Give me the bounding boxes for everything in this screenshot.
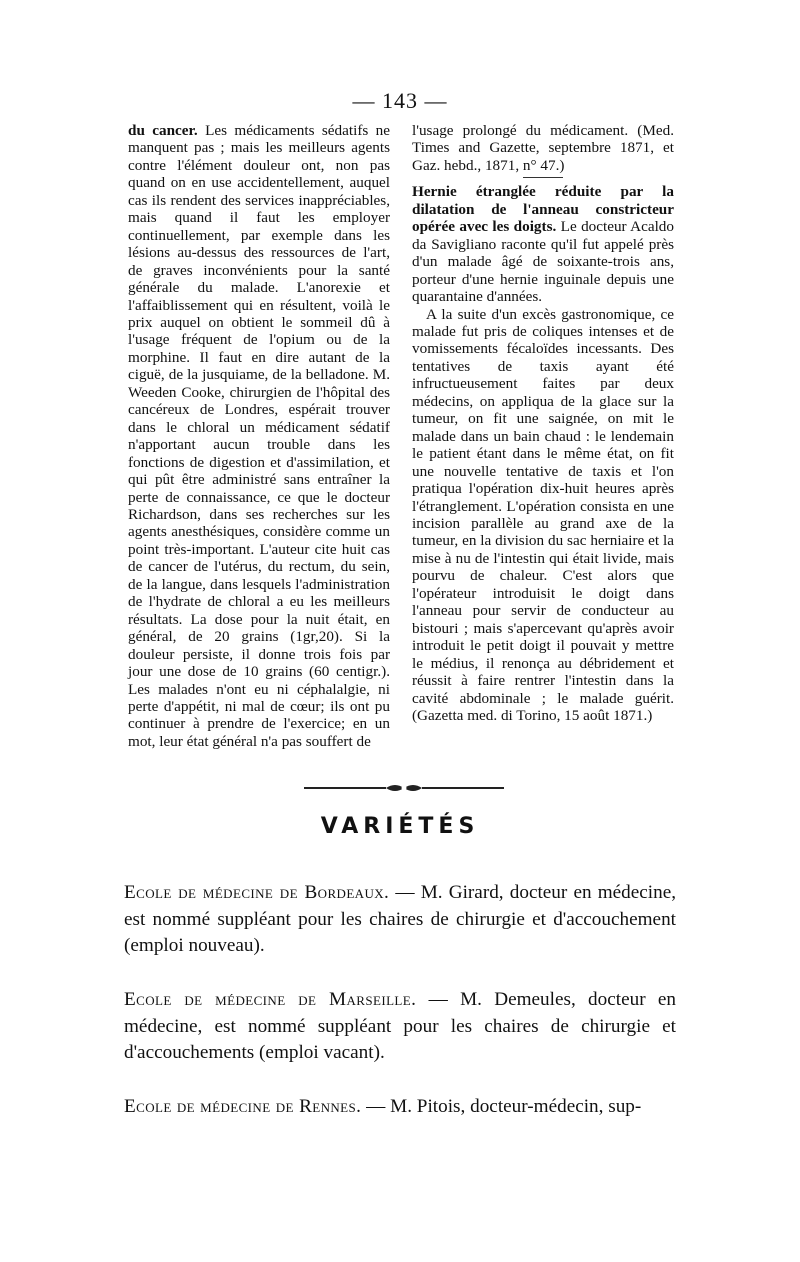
school-name: Ecole de médecine de Marseille. [124,989,417,1010]
article-paragraph [412,183,674,305]
entry-text: — M. Pitois, docteur-médecin, sup- [366,1096,642,1117]
page-number: — 143 — [352,88,448,113]
article-lead: du cancer. [128,122,198,139]
right-column [412,122,674,724]
section-title: VARIÉTÉS [320,814,480,839]
news-entry [124,987,676,1067]
article-title: Hernie étranglée réduite par la dilatation de l'anneau constricteur opérée avec les doigts. [412,183,674,236]
left-column [128,122,390,750]
school-name: Ecole de médecine de Bordeaux. [124,882,390,903]
short-divider [523,177,563,178]
news-entry [124,880,676,960]
article-body: A la suite d'un excès gastronomique, ce malade fut pris de coliques intenses et de vomissements fécaloïdes incessants. Des tentatives de taxis ayant été infructueusement faites par deux médecins, on appliqua de la glace sur la tumeur, on fit une saignée, on mit le malade dans un bain chaud : le lendemain le patient étant dans le même état, on fit une nouvelle tentative de taxis et l'on pratiqua l'opération dix-huit heures après l'étranglement. L'opération consista en une incision parallèle au grand axe de la tumeur, en la division du sac herniaire et la mise à nu de l'intestin qui était livide, mais pourvu de chaleur. C'est alors que l'opérateur introduisit le doigt dans l'anneau pour servir de conducteur au bistouri ; mais s'apercevant qu'après avoir introduit le petit doigt il pouvait y mettre le médius, il renonça au débridement et réussit à faire rentrer l'intestin dans la cavité abdominale ; le malade guérit. (Gazetta med. di Torino, 15 août 1871.) [412,305,674,724]
news-entry [124,1094,676,1121]
article-intro: Le docteur Acaldo da Savigliano raconte qu'il fut appelé près d'un malade âgé de soixante-trois ans, porteur d'une hernie inguinale depuis une quarantaine d'années. [412,218,674,306]
left-column-text: Les médicaments sédatifs ne manquent pas ; mais les meilleurs agents contre l'élément douleur ont, non pas quand on en use accidentellement, auquel cas ils rendent des services inappréciables, mais quand il faut les employer continuellement, par exemple dans les lésions au-dessus des ressources de l'art, de graves inconvénients pour la santé générale du malade. L'anorexie et l'affaiblissement qui en résultent, voilà le prix auquel on obtient le sommeil dû à l'usage fréquent de l'opium ou de la morphine. Il faut en dire autant de la ciguë, de la jusquiame, de la belladone. M. Weeden Cooke, chirurgien de l'hôpital des cancéreux de Londres, espérait trouver dans le chloral un médicament sédatif n'apportant aucun trouble dans les fonctions de digestion et d'assimilation, et qui pût être administré sans entraîner la perte de connaissance, ce que le docteur Richardson, dans ses recherches sur les agents anesthésiques, considère comme un point très-important. L'auteur cite huit cas de cancer de l'utérus, du rectum, du sein, de la langue, dans lesquels l'administration de l'hydrate de chloral a eu les meilleurs résultats. La dose pour la nuit était, en général, de 20 grains (1gr,20). Si la douleur persiste, il donne trois fois par jour une dose de 10 grains (60 centigr.). Les malades n'ont eu ni céphalalgie, ni perte d'appétit, ni mal de cœur; ils ont pu continuer à prendre de l'exercice; en un mot, leur état général n'a pas souffert de [128,122,390,750]
ornamental-divider [300,782,508,794]
continuation-text: l'usage prolongé du médicament. (Med. Times and Gazette, septembre 1871, et Gaz. hebd., 1871, n° 47.) [412,122,674,174]
entry-text: — M. Demeules, docteur en médecine, est nommé suppléant pour les chaires de chirurgie et d'accouchements (emploi vacant). [124,989,676,1063]
left-column-paragraph [128,122,390,750]
entry-text: — M. Girard, docteur en médecine, est nommé suppléant pour les chaires de chirurgie et d'accouchement (emploi nouveau). [124,882,677,956]
school-name: Ecole de médecine de Rennes. [124,1096,362,1117]
